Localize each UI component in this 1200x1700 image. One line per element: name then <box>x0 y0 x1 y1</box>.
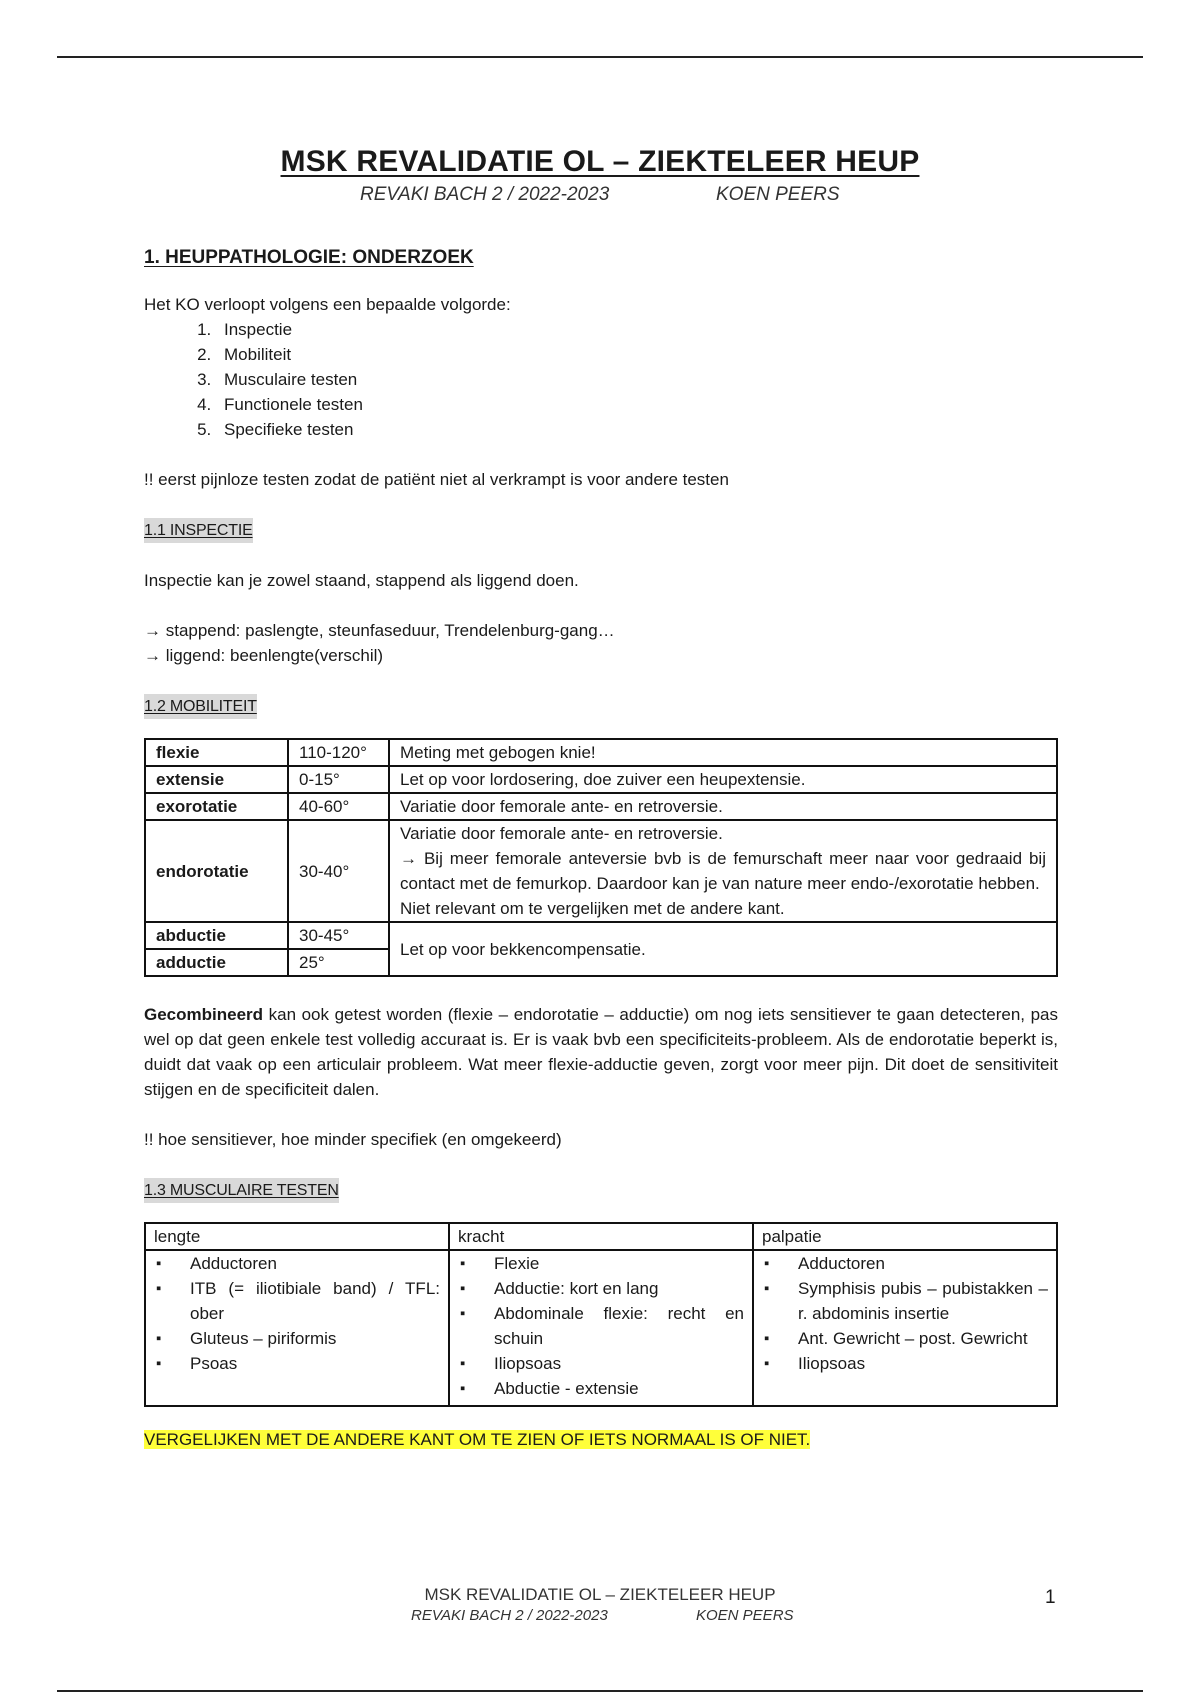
movement-name: flexie <box>145 739 288 766</box>
course-label: REVAKI BACH 2 / 2022-2023 <box>360 184 610 205</box>
list-item: 5. Specifieke testen <box>216 417 1058 442</box>
list-item: 1. Inspectie <box>216 317 1058 342</box>
movement-name: extensie <box>145 766 288 793</box>
kracht-cell <box>449 1250 753 1406</box>
highlighted-note <box>144 1427 1058 1452</box>
table-row <box>145 820 1057 922</box>
list-item: 3. Musculaire testen <box>216 367 1058 392</box>
list-item: ▪ Adductie: kort en lang <box>494 1276 744 1301</box>
movement-range: 0-15° <box>288 766 389 793</box>
list-item: ▪ Adductoren <box>190 1251 440 1276</box>
footer-course: REVAKI BACH 2 / 2022-2023 <box>411 1607 608 1624</box>
list-item: ▪ Symphisis pubis – pubistakken – r. abdominis insertie <box>798 1276 1048 1326</box>
list-item: ▪ Gluteus – piriformis <box>190 1326 440 1351</box>
table-row <box>145 793 1057 820</box>
lengte-cell <box>145 1250 449 1406</box>
subsection-heading-mobiliteit: 1.2 MOBILITEIT <box>144 694 257 719</box>
list-item: ▪ ITB (= iliotibiale band) / TFL: ober <box>190 1276 440 1326</box>
inspectie-stappend: → stappend: paslengte, steunfaseduur, Trendelenburg-gang… <box>144 621 615 640</box>
movement-note: Let op voor lordosering, doe zuiver een heupextensie. <box>389 766 1057 793</box>
movement-note: Variatie door femorale ante- en retroversie. <box>389 793 1057 820</box>
table-row <box>145 1250 1057 1406</box>
list-item: 4. Functionele testen <box>216 392 1058 417</box>
inspectie-text: Inspectie kan je zowel staand, stappend als liggend doen. <box>144 571 579 590</box>
list-item: ▪ Abductie - extensie <box>494 1376 744 1401</box>
movement-name: abductie <box>145 922 288 949</box>
movement-name: adductie <box>145 949 288 976</box>
list-item: ▪ Flexie <box>494 1251 744 1276</box>
page-title: MSK REVALIDATIE OL – ZIEKTELEER HEUP <box>280 145 920 178</box>
movement-name: exorotatie <box>145 793 288 820</box>
subsection-heading-inspectie: 1.1 INSPECTIE <box>144 518 253 543</box>
list-item: ▪ Psoas <box>190 1351 440 1376</box>
bottom-rule <box>57 1690 1143 1692</box>
movement-note: Let op voor bekkencompensatie. <box>389 922 1057 976</box>
table-row <box>145 739 1057 766</box>
movement-range: 30-45° <box>288 922 389 949</box>
movement-note: Meting met gebogen knie! <box>389 739 1057 766</box>
subtitle <box>360 184 840 206</box>
combined-paragraph <box>144 1002 1058 1102</box>
footer-subtitle <box>411 1607 794 1624</box>
list-item: 2. Mobiliteit <box>216 342 1058 367</box>
note-text: !! eerst pijnloze testen zodat de patiënt niet al verkrampt is voor andere testen <box>144 470 729 489</box>
muscle-tests-table <box>144 1222 1058 1407</box>
movement-note <box>389 820 1057 922</box>
list-item: ▪ Abdominale flexie: recht en schuin <box>494 1301 744 1351</box>
inspectie-liggend: → liggend: beenlengte(verschil) <box>144 646 384 665</box>
note-line: Variatie door femorale ante- en retroversie. <box>400 824 723 843</box>
palpatie-cell <box>753 1250 1057 1406</box>
list-item: ▪ Adductoren <box>798 1251 1048 1276</box>
combined-bold: Gecombineerd <box>144 1005 264 1024</box>
note-line: → Bij meer femorale anteversie bvb is de femurschaft meer naar voor gedraaid bij contact met de femurkop. Daardoor kan je van nature meer endo-/exorotatie hebben. <box>400 849 1046 893</box>
column-header: palpatie <box>753 1223 1057 1250</box>
note-line: Niet relevant om te vergelijken met de andere kant. <box>400 899 785 918</box>
table-row <box>145 922 1057 949</box>
list-item: ▪ Ant. Gewricht – post. Gewricht <box>798 1326 1048 1351</box>
section-heading: 1. HEUPPATHOLOGIE: ONDERZOEK <box>144 247 474 268</box>
intro-text: Het KO verloopt volgens een bepaalde volgorde: <box>144 295 511 314</box>
author-label: KOEN PEERS <box>716 184 840 205</box>
sensitivity-note: !! hoe sensitiever, hoe minder specifiek (en omgekeerd) <box>144 1130 562 1149</box>
top-rule <box>57 56 1143 58</box>
movement-range: 30-40° <box>288 820 389 922</box>
movement-range: 110-120° <box>288 739 389 766</box>
mobility-table <box>144 738 1058 977</box>
movement-range: 40-60° <box>288 793 389 820</box>
lengte-list <box>154 1251 440 1376</box>
combined-text: kan ook getest worden (flexie – endorotatie – adductie) om nog iets sensitiever te gaan detecteren, pas wel op dat geen enkele test volledig accuraat is. Er is vaak bvb een specificiteits-probleem. Als de endorotatie beperkt is, duidt dat vaak op een articulair probleem. Wat meer flexie-adductie geven, zorgt voor meer pijn. Dit doet de sensitiviteit stijgen en de specificiteit dalen. <box>144 1005 1058 1099</box>
palpatie-list <box>762 1251 1048 1376</box>
list-item: ▪ Iliopsoas <box>494 1351 744 1376</box>
table-row <box>145 766 1057 793</box>
movement-name: endorotatie <box>145 820 288 922</box>
document-body <box>144 245 1058 1452</box>
footer-author: KOEN PEERS <box>696 1607 794 1624</box>
movement-range: 25° <box>288 949 389 976</box>
column-header: lengte <box>145 1223 449 1250</box>
footer-title: MSK REVALIDATIE OL – ZIEKTELEER HEUP <box>424 1585 776 1604</box>
column-header: kracht <box>449 1223 753 1250</box>
list-item: ▪ Iliopsoas <box>798 1351 1048 1376</box>
subsection-heading-musculair: 1.3 MUSCULAIRE TESTEN <box>144 1178 339 1203</box>
table-header-row <box>145 1223 1057 1250</box>
page-number: 1 <box>1045 1587 1056 1608</box>
exam-steps-list <box>144 317 1058 442</box>
kracht-list <box>458 1251 744 1401</box>
highlight-text: VERGELIJKEN MET DE ANDERE KANT OM TE ZIEN OF IETS NORMAAL IS OF NIET. <box>144 1430 811 1449</box>
